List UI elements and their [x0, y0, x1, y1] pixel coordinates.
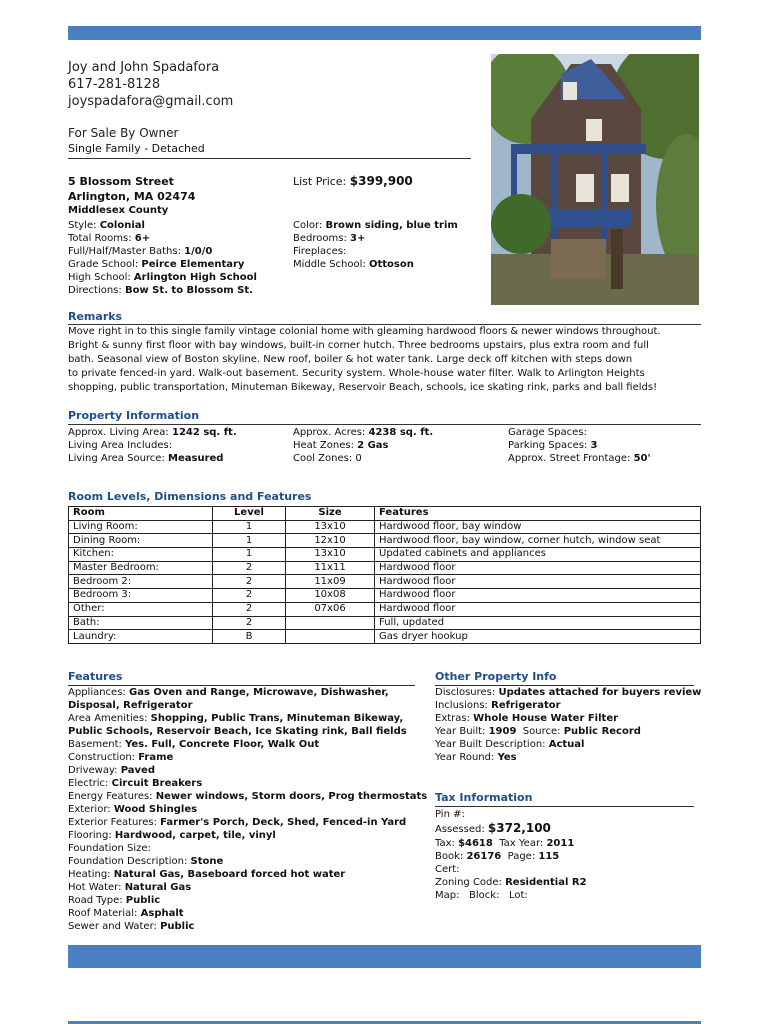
city-state-zip: Arlington, MA 02474	[68, 190, 196, 203]
col-features: Features	[375, 507, 701, 521]
address-block	[68, 174, 195, 217]
property-info-col2: Approx. Acres: 4238 sq. ft. Heat Zones: 2 Gas Cool Zones: 0	[293, 427, 434, 464]
rooms-table	[68, 506, 701, 644]
tax-pin: Pin #:	[435, 809, 465, 820]
col-level: Level	[213, 507, 286, 521]
table-row: Master Bedroom: 2 11x11 Hardwood floor	[69, 561, 701, 575]
house-photo-image	[491, 54, 699, 305]
tax-info-list: Pin #: Assessed: $372,100 Tax: $4618 Tax Year: 2011 Book: 26176 Page: 115 Cert: Zoning Code: Residential R2 Map: Block: Lot:	[435, 809, 587, 901]
rooms-title: Room Levels, Dimensions and Features	[68, 490, 312, 503]
col-size: Size	[286, 507, 375, 521]
owner-email[interactable]: joyspadafora@gmail.com	[68, 94, 234, 109]
remarks-text	[68, 325, 701, 395]
remarks-line: to private fenced-in yard. Walk-out basement. Security system. Whole-house water filter. Walk to Arlington Heights	[68, 368, 645, 379]
col-room: Room	[69, 507, 213, 521]
remarks-line: Bright & sunny first floor with bay windows, built-in corner hutch. Three bedrooms upstairs, plus extra room and full	[68, 340, 649, 351]
contact-block	[68, 59, 233, 110]
detail-high-school: High School: Arlington High School	[68, 272, 257, 283]
detail-color: Color: Brown siding, blue trim	[293, 220, 458, 231]
tax-cert: Cert:	[435, 864, 460, 875]
table-row: Laundry: B Gas dryer hookup	[69, 630, 701, 644]
tax-info-divider	[435, 806, 694, 807]
table-row: Kitchen: 1 13x10 Updated cabinets and appliances	[69, 548, 701, 562]
table-row: Living Room: 1 13x10 Hardwood floor, bay window	[69, 520, 701, 534]
detail-fireplaces: Fireplaces:	[293, 246, 347, 257]
owner-phone[interactable]: 617-281-8128	[68, 77, 161, 92]
table-row: Dining Room: 1 12x10 Hardwood floor, bay window, corner hutch, window seat	[69, 534, 701, 548]
table-row: Bath: 2 Full, updated	[69, 616, 701, 630]
remarks-title: Remarks	[68, 310, 123, 323]
detail-style: Style: Colonial	[68, 220, 145, 231]
details-right	[293, 219, 458, 271]
list-price	[293, 174, 413, 189]
detail-grade-school: Grade School: Peirce Elementary	[68, 259, 245, 270]
features-title: Features	[68, 670, 123, 683]
remarks-line: bath. Seasonal view of Boston skyline. New roof, boiler & hot water tank. Large deck off kitchen with steps down	[68, 354, 633, 365]
property-info-col3: Garage Spaces: Parking Spaces: 3 Approx. Street Frontage: 50'	[508, 427, 651, 464]
property-info-divider	[68, 424, 701, 425]
county: Middlesex County	[68, 205, 169, 216]
sale-type: For Sale By Owner	[68, 126, 179, 140]
remarks-line: shopping, public transportation, Minuteman Bikeway, Reservoir Beach, schools, ice skating rink, parks and ball fields!	[68, 382, 658, 393]
list-price-label: List Price:	[293, 175, 347, 188]
rooms-header-row	[69, 507, 701, 521]
detail-middle-school: Middle School: Ottoson	[293, 259, 414, 270]
owner-names: Joy and John Spadafora	[68, 60, 220, 75]
other-info-title: Other Property Info	[435, 670, 557, 683]
details-left	[68, 219, 257, 297]
property-info-col1: Approx. Living Area: 1242 sq. ft. Living Area Includes: Living Area Source: Measured	[68, 427, 237, 464]
property-type: Single Family - Detached	[68, 142, 205, 155]
detail-baths: Full/Half/Master Baths: 1/0/0	[68, 246, 213, 257]
table-row: Bedroom 2: 2 11x09 Hardwood floor	[69, 575, 701, 589]
property-info-title: Property Information	[68, 409, 200, 422]
table-row: Other: 2 07x06 Hardwood floor	[69, 602, 701, 616]
remarks-line: Move right in to this single family vintage colonial home with gleaming hardwood floors & newer windows throughout.	[68, 326, 661, 337]
detail-directions: Directions: Bow St. to Blossom St.	[68, 285, 253, 296]
table-row: Bedroom 3: 2 10x08 Hardwood floor	[69, 589, 701, 603]
detail-total-rooms: Total Rooms: 6+	[68, 233, 151, 244]
bottom-accent-bar	[68, 945, 701, 968]
list-price-value: $399,900	[349, 174, 413, 188]
tax-info-title: Tax Information	[435, 791, 533, 804]
features-list: Appliances: Gas Oven and Range, Microwave, Dishwasher, Disposal, Refrigerator Area Amenities: Shopping, Public Trans, Minuteman Bikeway, Public Schools, Reservoir Beach, Ice Skating rink, Ball fields Basement: Yes. Full, Concrete Floor, Walk Out Construction: Frame Driveway: Paved Electric: Circuit Breakers Energy Features: Newer windows, Storm doors, Prog thermostats Exterior: Wood Shingles Exterior Features: Farmer's Porch, Deck, Shed, Fenced-in Yard Flooring: Hardwood, carpet, tile, vinyl Foundation Size: Foundation Description: Stone Heating: Natural Gas, Baseboard forced hot water Hot Water: Natural Gas Road Type: Public Roof Material: Asphalt Sewer and Water: Public	[68, 687, 428, 932]
street-address: 5 Blossom Street	[68, 175, 174, 188]
house-photo	[491, 54, 699, 305]
top-accent-bar	[68, 26, 701, 40]
header-divider	[68, 158, 471, 159]
other-info-list: Disclosures: Updates attached for buyers review Inclusions: Refrigerator Extras: Whole House Water Filter Year Built: 1909 Source: Public Record Year Built Description: Actual Year Round: Yes	[435, 687, 702, 763]
detail-bedrooms: Bedrooms: 3+	[293, 233, 366, 244]
